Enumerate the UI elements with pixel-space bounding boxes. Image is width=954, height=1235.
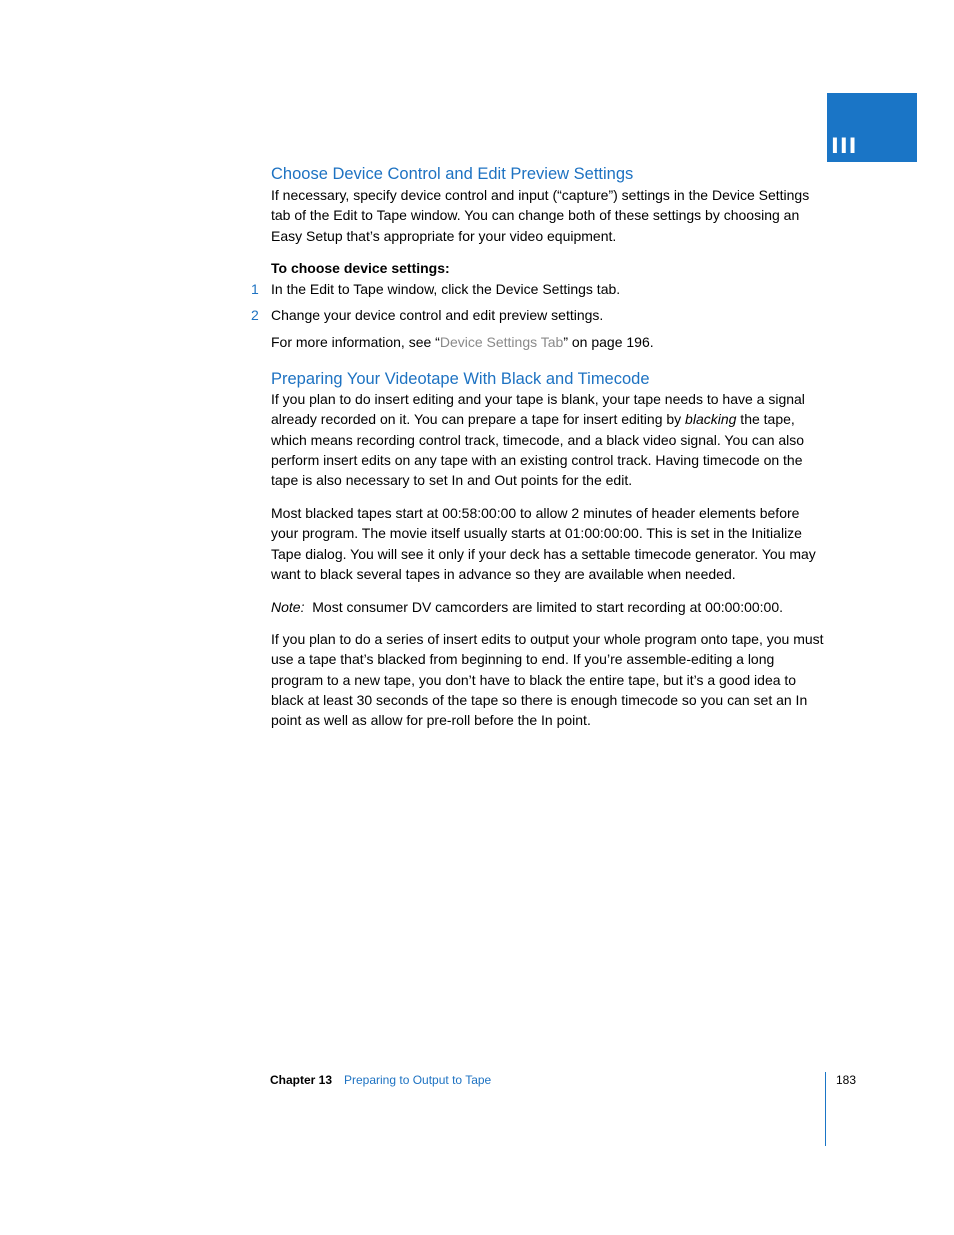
step-text: Change your device control and edit preview settings. xyxy=(271,307,604,323)
section1-body: If necessary, specify device control and input (“capture”) settings in the Device Settings tab of the Edit to Tape window. You can change both of these settings by choosing an Easy Setup that’s appropriate for your video equipment. xyxy=(271,187,810,244)
footer-divider xyxy=(825,1072,826,1146)
part-tab-label: III xyxy=(831,134,858,158)
device-settings-tab-link[interactable]: Device Settings Tab xyxy=(439,334,564,350)
more-info-suffix: ” on page 196. xyxy=(563,334,654,350)
step-text: In the Edit to Tape window, click the Device Settings tab. xyxy=(271,281,621,297)
footer-chapter: Chapter 13 xyxy=(270,1073,333,1087)
note xyxy=(271,597,827,617)
section-heading-device-control: Choose Device Control and Edit Preview Settings xyxy=(271,165,634,183)
step-number: 2 xyxy=(251,307,259,323)
more-info-prefix: For more information, see “ xyxy=(271,334,440,350)
page-number: 183 xyxy=(836,1073,857,1087)
part-tab xyxy=(827,93,917,162)
more-info-line xyxy=(271,332,827,352)
note-text: Most consumer DV camcorders are limited to start recording at 00:00:00:00. xyxy=(312,599,784,615)
step-number: 1 xyxy=(251,281,259,297)
note-label: Note: xyxy=(271,599,305,615)
para1-text-before: If you plan to do insert editing and your tape is blank, your tape needs to have a signal already recorded on it. You can prepare a tape for insert editing by xyxy=(271,391,805,428)
section2-para1 xyxy=(271,389,827,490)
section2-para2: Most blacked tapes start at 00:58:00:00 to allow 2 minutes of header elements before your program. The movie itself usually starts at 01:00:00:00. This is set in the Initialize Tape dialog. You will see it only if your deck has a settable timecode generator. You may want to black several tapes in advance so they are available when needed. xyxy=(271,505,816,582)
task-title: To choose device settings: xyxy=(271,260,450,276)
para1-text-after: the tape, which means recording control track, timecode, and a black video signal. You can also perform insert edits on any tape with an existing control track. Having timecode on the tape is also necessary to set In and Out points for the edit. xyxy=(271,411,805,489)
para1-emphasis: blacking xyxy=(685,411,737,428)
footer-chapter-title[interactable]: Preparing to Output to Tape xyxy=(344,1073,492,1087)
section-heading-black-timecode: Preparing Your Videotape With Black and Timecode xyxy=(271,370,650,388)
section2-para3: If you plan to do a series of insert edits to output your whole program onto tape, you must use a tape that’s blacked from beginning to end. If you’re assemble-editing a long program to a new tape, you don’t have to black the entire tape, but it’s a good idea to black at least 30 seconds of the tape so there is enough timecode so you can set an In point as well as allow for pre-roll before the In point. xyxy=(271,631,824,729)
